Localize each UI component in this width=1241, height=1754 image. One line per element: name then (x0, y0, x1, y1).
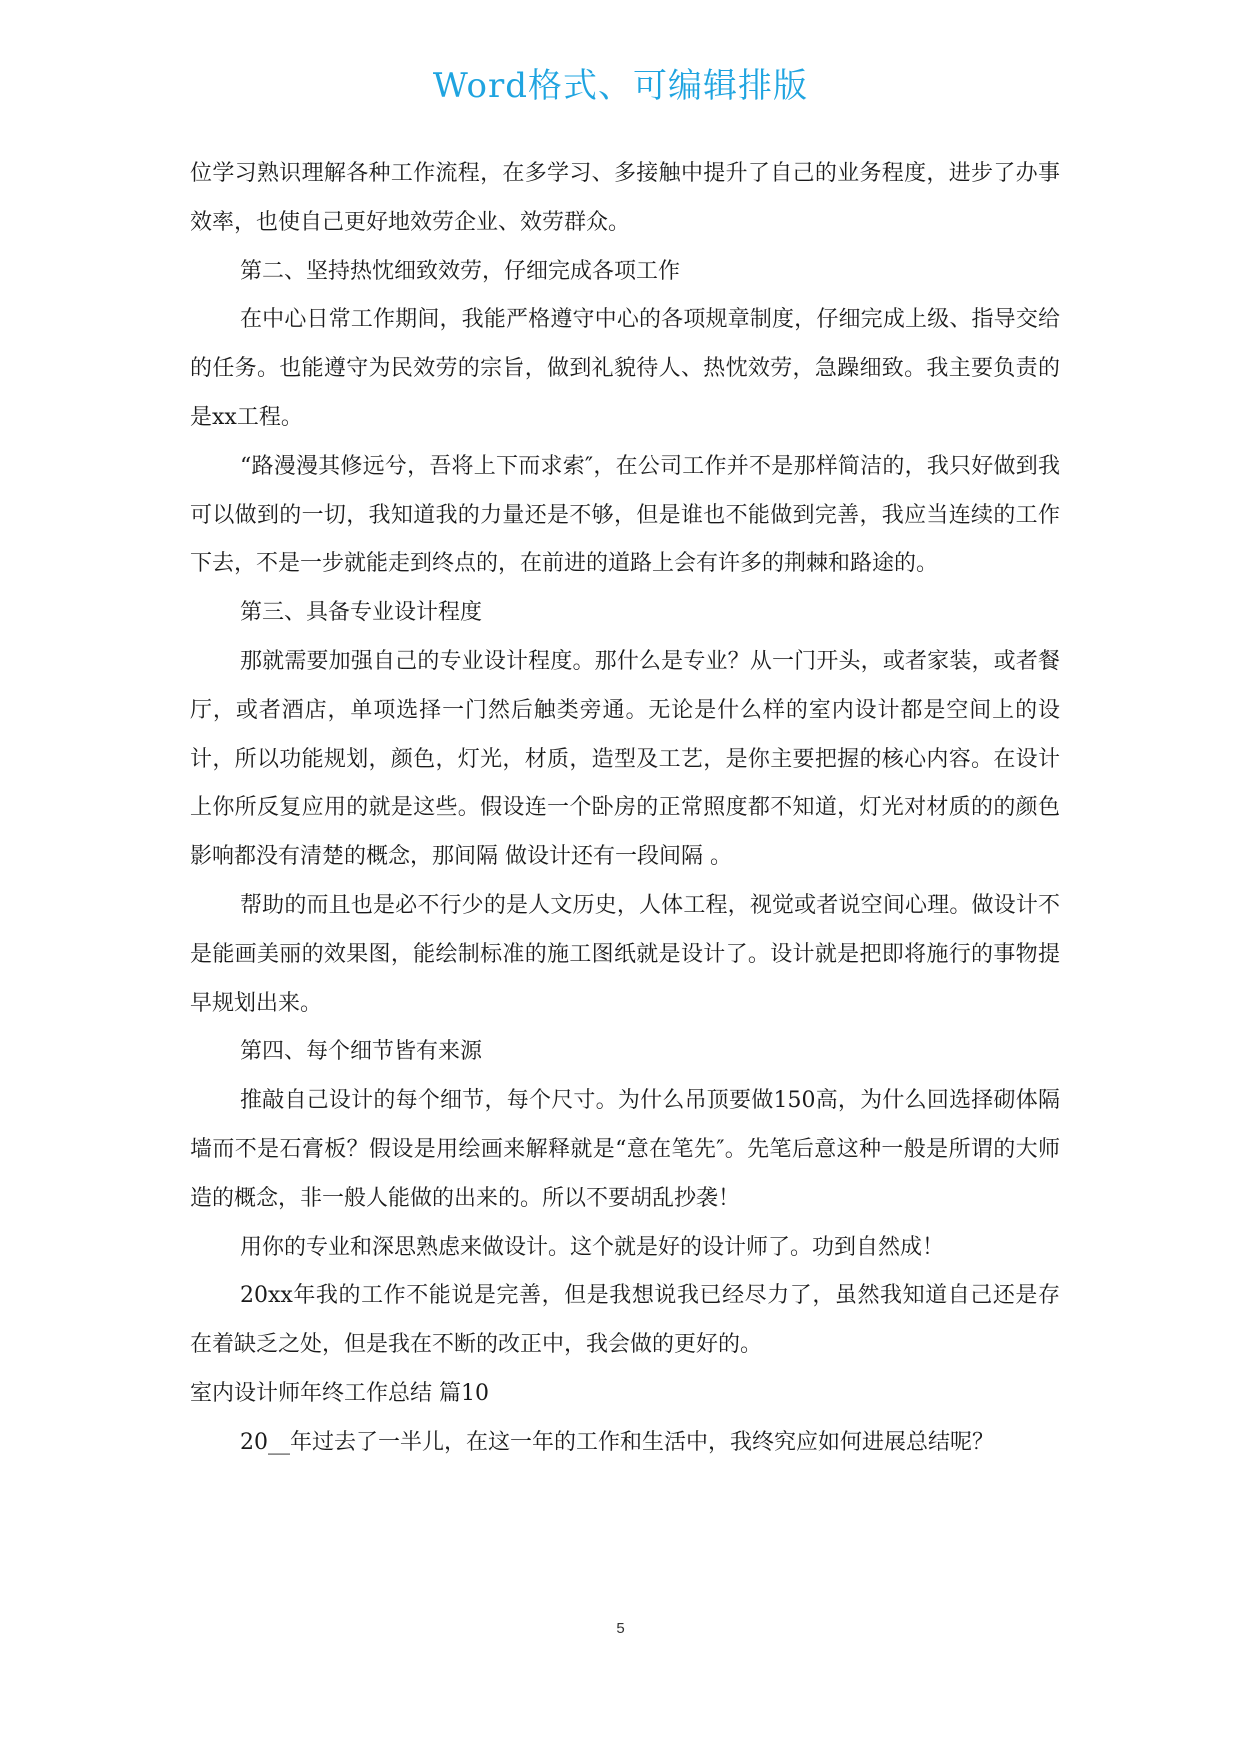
article-title: 室内设计师年终工作总结 篇10 (190, 1380, 489, 1406)
paragraph: 20__年过去了一半儿，在这一年的工作和生活中，我终究应如何进展总结呢？ (240, 1429, 994, 1455)
paragraph: 那就需要加强自己的专业设计程度。那什么是专业？从一门开头，或者家装，或者餐厅，或者酒店，单项选择一门然后触类旁通。无论是什么样的室内设计都是空间上的设计，所以功能规划，颜色，灯光，材质，造型及工艺，是你主要把握的核心内容。在设计上你所反复应用的就是这些。假设连一个卧房的正常照度都不知道，灯光对材质的的颜色影响都没有清楚的概念，那间隔 做设计还有一段间隔 。 (190, 648, 1060, 870)
paragraph: 帮助的而且也是必不行少的是人文历史，人体工程，视觉或者说空间心理。做设计不是能画美丽的效果图，能绘制标准的施工图纸就是设计了。设计就是把即将施行的事物提早规划出来。 (190, 892, 1060, 1016)
paragraph: 用你的专业和深思熟虑来做设计。这个就是好的设计师了。功到自然成！ (240, 1234, 945, 1260)
document-body (190, 150, 1060, 1468)
paragraph: 20xx年我的工作不能说是完善，但是我想说我已经尽力了，虽然我知道自己还是存在着缺乏之处，但是我在不断的改正中，我会做的更好的。 (190, 1283, 1060, 1358)
paragraph-continuation: 位学习熟识理解各种工作流程，在多学习、多接触中提升了自己的业务程度，进步了办事效率，也使自己更好地效劳企业、效劳群众。 (190, 161, 1060, 235)
section-heading-2: 第二、坚持热忱细致效劳，仔细完成各项工作 (240, 258, 681, 284)
section-heading-3: 第三、具备专业设计程度 (240, 600, 483, 626)
paragraph: “路漫漫其修远兮，吾将上下而求索″，在公司工作并不是那样简洁的，我只好做到我可以做到的一切，我知道我的力量还是不够，但是谁也不能做到完善，我应当连续的工作下去，不是一步就能走到终点的，在前进的道路上会有许多的荆棘和路途的。 (190, 453, 1060, 577)
paragraph: 在中心日常工作期间，我能严格遵守中心的各项规章制度，仔细完成上级、指导交给的任务。也能遵守为民效劳的宗旨，做到礼貌待人、热忱效劳，急躁细致。我主要负责的是xx工程。 (190, 307, 1060, 430)
page-header-title: Word格式、可编辑排版 (432, 66, 809, 106)
section-heading-4: 第四、每个细节皆有来源 (240, 1039, 483, 1065)
paragraph: 推敲自己设计的每个细节，每个尺寸。为什么吊顶要做150高，为什么回选择砌体隔墙而不是石膏板？假设是用绘画来解释就是“意在笔先″。先笔后意这种一般是所谓的大师造的概念，非一般人能做的出来的。所以不要胡乱抄袭！ (190, 1088, 1060, 1211)
page-number: 5 (616, 1620, 625, 1637)
